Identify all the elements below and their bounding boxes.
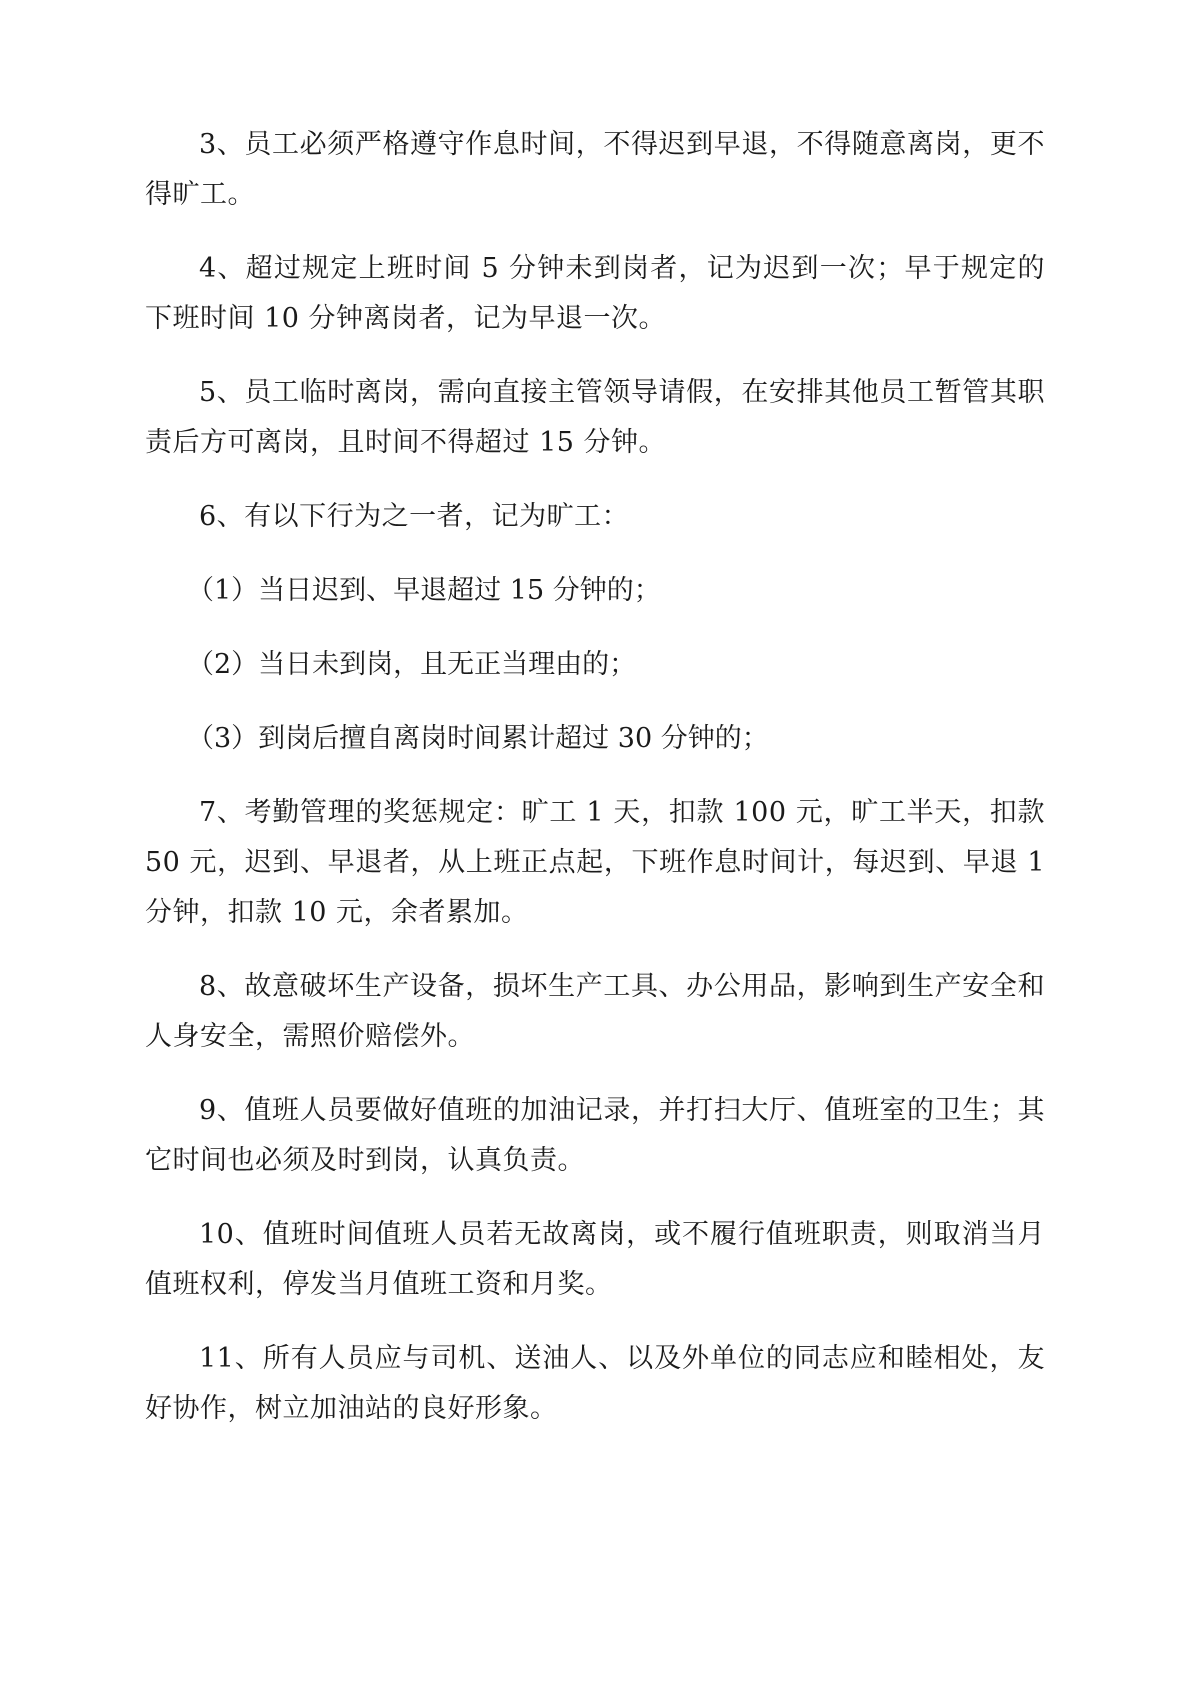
rule-5: 5、员工临时离岗，需向直接主管领导请假，在安排其他员工暂管其职责后方可离岗，且时间不得超过 15 分钟。 (145, 377, 1045, 458)
rule-4: 4、超过规定上班时间 5 分钟未到岗者，记为迟到一次；早于规定的下班时间 10 分钟离岗者，记为早退一次。 (145, 253, 1045, 334)
rule-10: 10、值班时间值班人员若无故离岗，或不履行值班职责，则取消当月值班权利，停发当月值班工资和月奖。 (145, 1219, 1045, 1300)
rule-6-sub-1: （1）当日迟到、早退超过 15 分钟的； (187, 575, 661, 606)
document-body (145, 120, 1045, 1434)
rule-6-sub-2: （2）当日未到岗，且无正当理由的； (187, 649, 637, 680)
rule-6-sub-3: （3）到岗后擅自离岗时间累计超过 30 分钟的； (187, 723, 769, 754)
rule-11: 11、所有人员应与司机、送油人、以及外单位的同志应和睦相处，友好协作，树立加油站的良好形象。 (145, 1343, 1045, 1424)
rule-3: 3、员工必须严格遵守作息时间，不得迟到早退，不得随意离岗，更不得旷工。 (145, 129, 1045, 210)
rule-6: 6、有以下行为之一者，记为旷工： (199, 501, 630, 532)
rule-7: 7、考勤管理的奖惩规定：旷工 1 天，扣款 100 元，旷工半天，扣款 50 元，迟到、早退者，从上班正点起，下班作息时间计，每迟到、早退 1 分钟，扣款 10 元，余者累加。 (145, 797, 1045, 928)
rule-9: 9、值班人员要做好值班的加油记录，并打扫大厅、值班室的卫生；其它时间也必须及时到岗，认真负责。 (145, 1095, 1045, 1176)
rule-8: 8、故意破坏生产设备，损坏生产工具、办公用品，影响到生产安全和人身安全，需照价赔偿外。 (145, 971, 1045, 1052)
